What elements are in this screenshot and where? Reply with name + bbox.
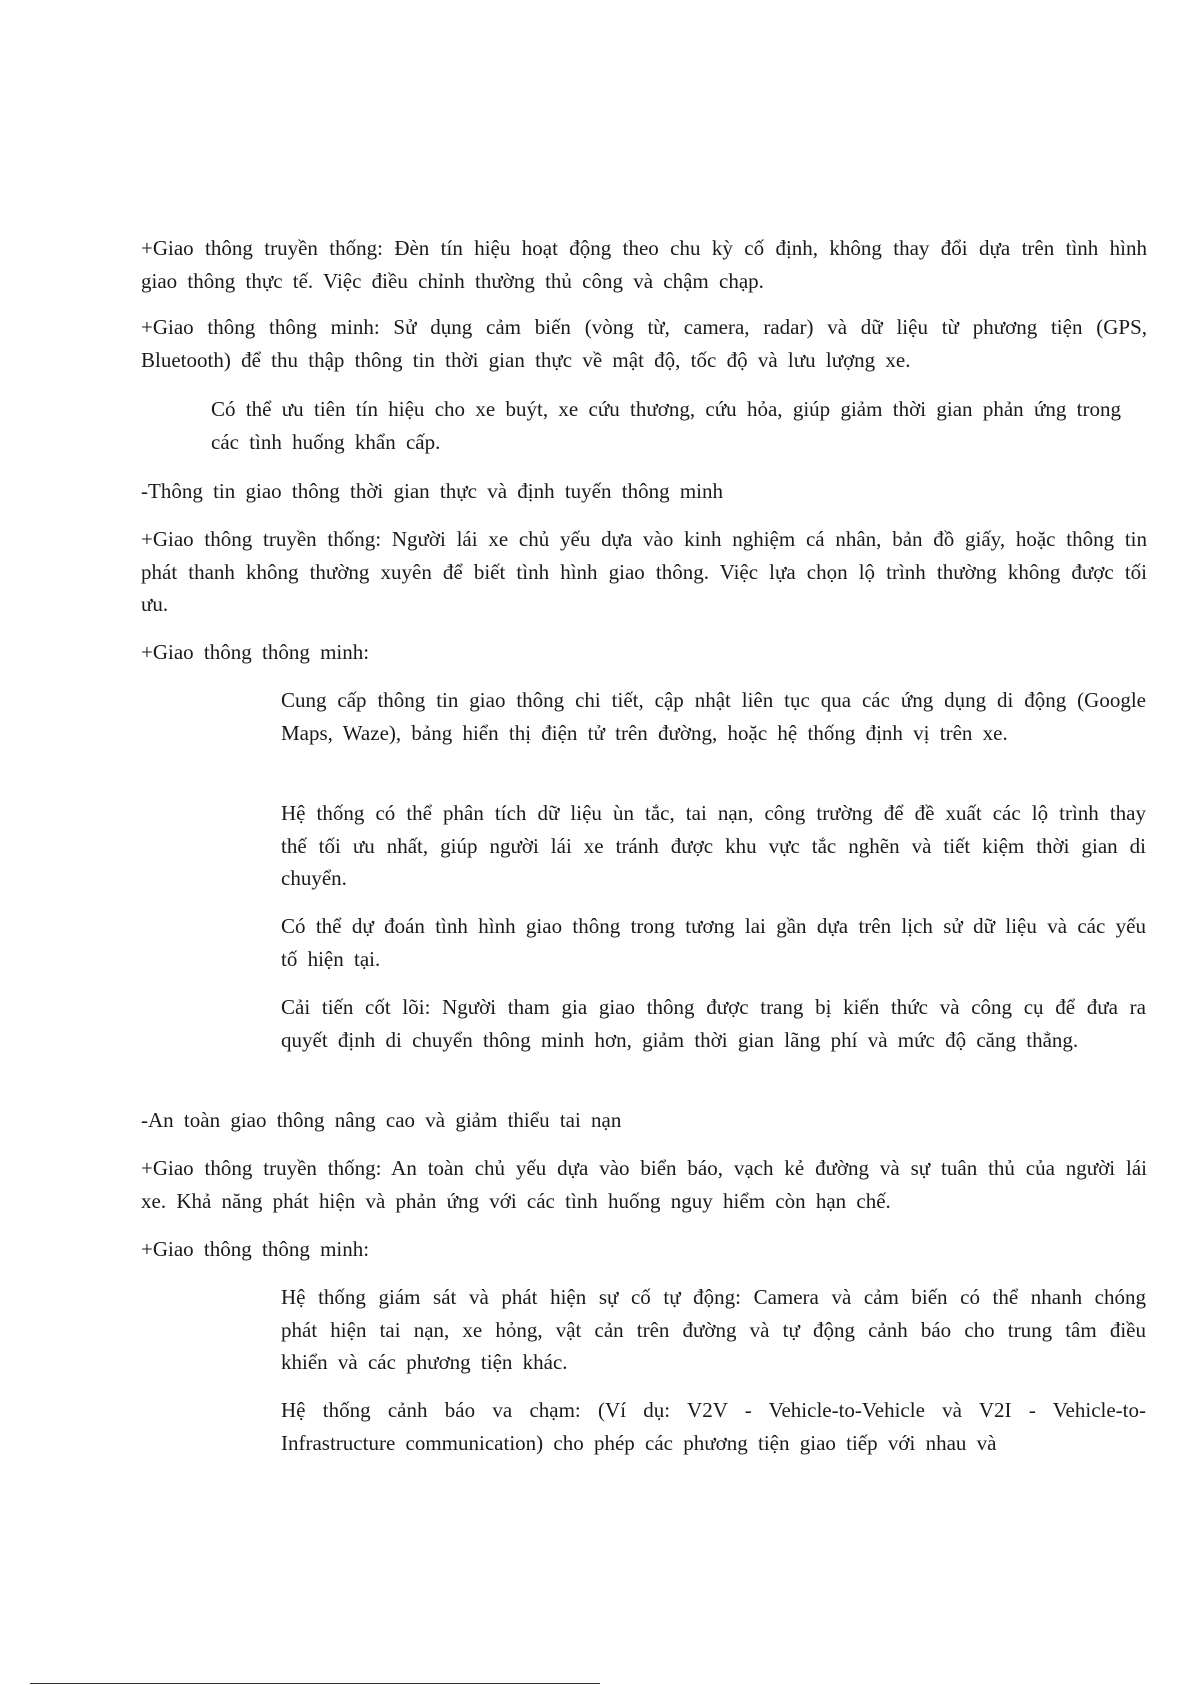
paragraph-traditional-signals: +Giao thông truyền thống: Đèn tín hiệu hoạt động theo chu kỳ cố định, không thay đổi dựa trên tình hình giao thông thực tế. Việc điều chỉnh thường thủ công và chậm chạp. — [141, 236, 1147, 293]
footnote-separator — [30, 1683, 600, 1684]
paragraph-incident-detection: Hệ thống giám sát và phát hiện sự cố tự động: Camera và cảm biến có thể nhanh chóng phát hiện tai nạn, xe hỏng, vật cản trên đường và tự động cảnh báo cho trung tâm điều khiển và các phương tiện khác. — [281, 1285, 1146, 1374]
paragraph-collision-warning: Hệ thống cảnh báo va chạm: (Ví dụ: V2V - Vehicle-to-Vehicle và V2I - Vehicle-to-Infrastructure communication) cho phép các phương tiện giao tiếp với nhau và — [281, 1398, 1146, 1455]
paragraph-detailed-traffic-info: Cung cấp thông tin giao thông chi tiết, cập nhật liên tục qua các ứng dụng di động (Google Maps, Waze), bảng hiển thị điện tử trên đường, hoặc hệ thống định vị trên xe. — [281, 688, 1146, 745]
paragraph-smart-sensors: +Giao thông thông minh: Sử dụng cảm biến (vòng từ, camera, radar) và dữ liệu từ phương tiện (GPS, Bluetooth) để thu thập thông tin thời gian thực về mật độ, tốc độ và lưu lượng xe. — [141, 315, 1147, 372]
paragraph-traditional-safety: +Giao thông truyền thống: An toàn chủ yếu dựa vào biển báo, vạch kẻ đường và sự tuân thủ của người lái xe. Khả năng phát hiện và phản ứng với các tình huống nguy hiểm còn hạn chế. — [141, 1156, 1147, 1213]
paragraph-traditional-driver-experience: +Giao thông truyền thống: Người lái xe chủ yếu dựa vào kinh nghiệm cá nhân, bản đồ giấy, hoặc thông tin phát thanh không thường xuyên để biết tình hình giao thông. Việc lựa chọn lộ trình thường không được tối ưu. — [141, 527, 1147, 616]
paragraph-smart-heading-1: +Giao thông thông minh: — [141, 640, 370, 664]
section-heading-safety: -An toàn giao thông nâng cao và giảm thiểu tai nạn — [141, 1108, 622, 1132]
paragraph-signal-priority: Có thể ưu tiên tín hiệu cho xe buýt, xe cứu thương, cứu hỏa, giúp giảm thời gian phản ứng trong các tình huống khẩn cấp. — [211, 397, 1121, 454]
paragraph-route-analysis: Hệ thống có thể phân tích dữ liệu ùn tắc, tai nạn, công trường để đề xuất các lộ trình thay thế tối ưu nhất, giúp người lái xe tránh được khu vực tắc nghẽn và tiết kiệm thời gian di chuyển. — [281, 801, 1146, 890]
paragraph-traffic-prediction: Có thể dự đoán tình hình giao thông trong tương lai gần dựa trên lịch sử dữ liệu và các yếu tố hiện tại. — [281, 914, 1146, 971]
paragraph-core-improvement: Cải tiến cốt lõi: Người tham gia giao thông được trang bị kiến thức và công cụ để đưa ra quyết định di chuyển thông minh hơn, giảm thời gian lãng phí và mức độ căng thẳng. — [281, 995, 1146, 1052]
section-heading-realtime-info: -Thông tin giao thông thời gian thực và định tuyến thông minh — [141, 479, 724, 503]
paragraph-smart-heading-2: +Giao thông thông minh: — [141, 1237, 370, 1261]
